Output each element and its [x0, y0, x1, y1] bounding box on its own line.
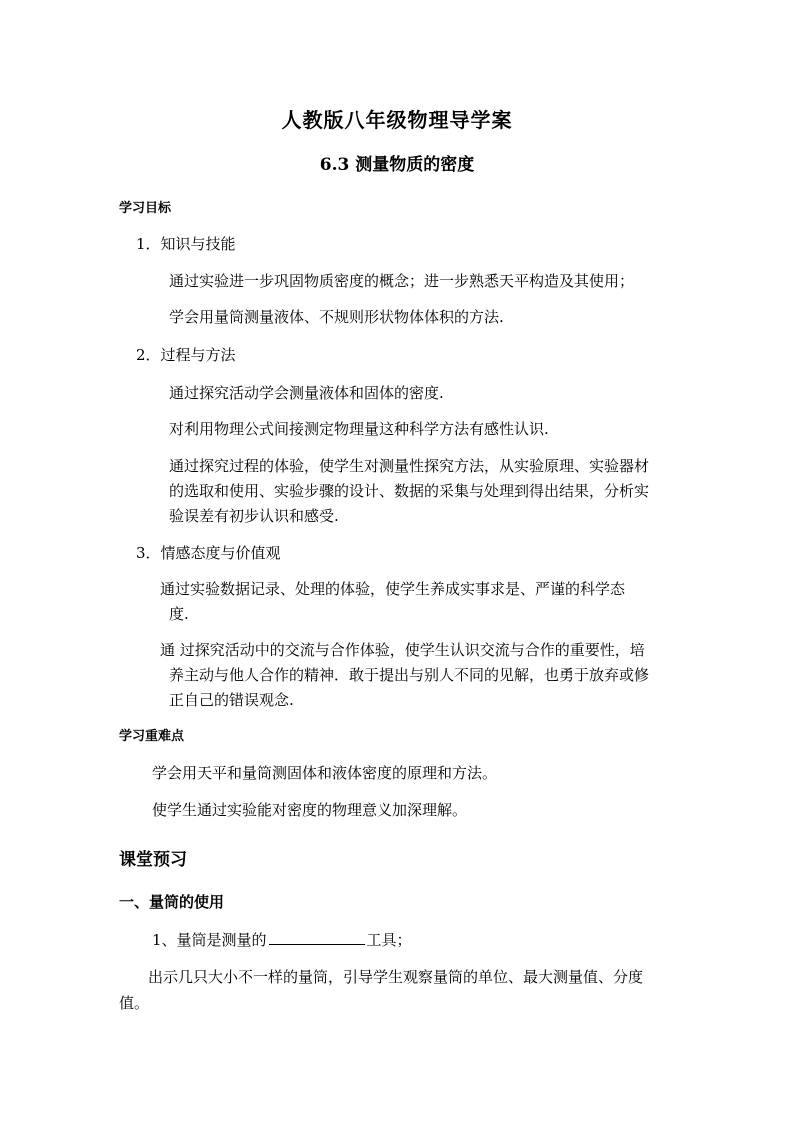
objective-process-label: 2．过程与方法: [136, 346, 236, 364]
objective-attitude-line: 养主动与他人合作的精神．敢于提出与别人不同的见解，也勇于放弃或修: [169, 666, 650, 684]
question-1-prefix: 1、量筒是测量的: [152, 931, 267, 949]
objective-attitude-line: 度.: [169, 605, 189, 623]
question-1: [152, 929, 412, 950]
objective-knowledge-label: 1．知识与技能: [136, 235, 236, 253]
preview-heading: 课堂预习: [119, 850, 187, 870]
objective-attitude-line: 通过实验数据记录、处理的体验，使学生养成实事求是、严谨的科学态: [160, 580, 626, 598]
objectives-heading: 学习目标: [119, 201, 172, 216]
objective-process-line: 的选取和使用、实验步骤的设计、数据的采集与处理到得出结果，分析实: [169, 482, 650, 500]
question-1-suffix: 工具；: [366, 931, 412, 949]
objective-process-line: 对利用物理公式间接测定物理量这种科学方法有感性认识.: [169, 420, 549, 438]
key-point-line: 学会用天平和量筒测固体和液体密度的原理和方法。: [152, 764, 498, 782]
objective-attitude-line: 正自己的错误观念.: [169, 691, 294, 709]
objective-attitude-label: 3．情感态度与价值观: [136, 544, 281, 562]
answer-blank[interactable]: [269, 930, 365, 945]
document-subtitle: 6.3 测量物质的密度: [319, 155, 475, 175]
key-points-heading: 学习重难点: [119, 729, 185, 744]
document-title: 人教版八年级物理导学案: [281, 108, 513, 132]
key-point-line: 使学生通过实验能对密度的物理意义加深理解。: [152, 801, 468, 819]
objective-process-line: 通过探究活动学会测量液体和固体的密度.: [169, 384, 444, 402]
objective-knowledge-line: 通过实验进一步巩固物质密度的概念；进一步熟悉天平构造及其使用；: [169, 272, 635, 290]
objective-process-line: 验误差有初步认识和感受.: [169, 507, 339, 525]
objective-process-line: 通过探究过程的体验，使学生对测量性探究方法，从实验原理、实验器材: [169, 457, 650, 475]
objective-knowledge-line: 学会用量筒测量液体、不规则形状物体体积的方法.: [169, 308, 504, 326]
graduated-cylinder-heading: 一、量筒的使用: [119, 893, 225, 911]
observation-line: 值。: [119, 994, 150, 1012]
objective-attitude-line: 通 过探究活动中的交流与合作体验，使学生认识交流与合作的重要性，培: [160, 641, 645, 659]
observation-line: 出示几只大小不一样的量筒，引导学生观察量筒的单位、最大测量值、分度: [148, 968, 644, 986]
